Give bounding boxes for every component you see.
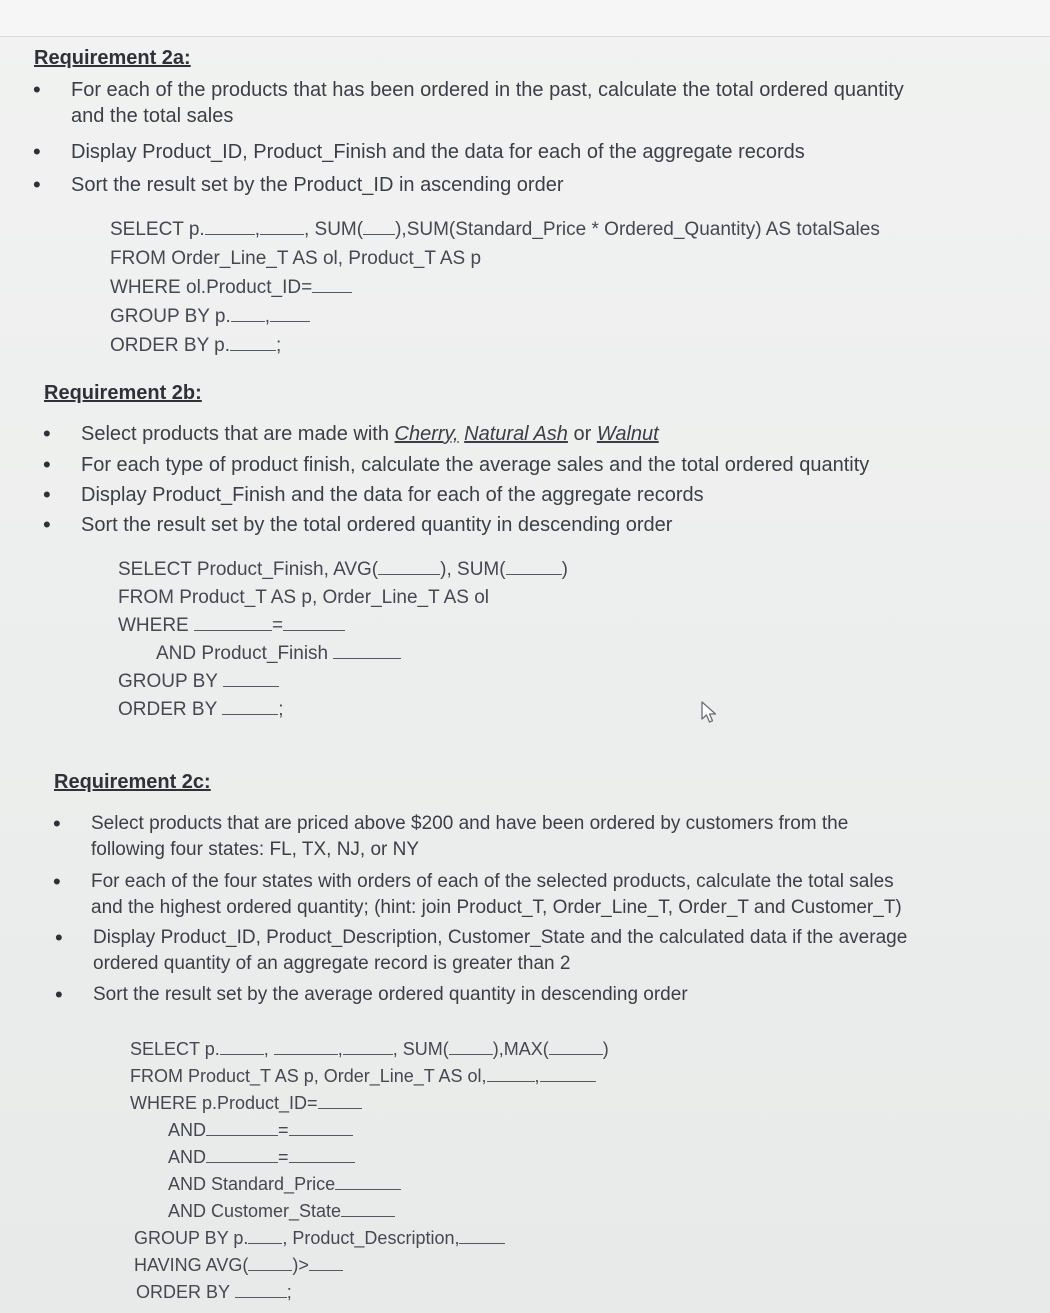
blank-field[interactable] <box>289 1148 355 1163</box>
blank-field[interactable] <box>318 1094 362 1109</box>
code-text: ), SUM( <box>440 559 506 580</box>
mouse-pointer-icon <box>700 700 720 724</box>
list-item <box>43 421 659 447</box>
code-line <box>130 1090 609 1117</box>
finish-natural-ash: Natural Ash <box>464 423 568 445</box>
blank-field[interactable] <box>449 1040 493 1055</box>
sql-template-2b <box>118 556 568 724</box>
blank-field[interactable] <box>283 616 345 631</box>
code-text: , <box>337 1039 343 1059</box>
code-text: FROM Product_T AS p, Order_Line_T AS ol, <box>130 1066 487 1086</box>
code-text: WHERE ol.Product_ID= <box>110 277 313 298</box>
bullet-text-part: Select products that are made with <box>81 423 395 445</box>
bullet-text-cont: following four states: FL, TX, NJ, or NY <box>91 839 420 860</box>
bullet-dot: • <box>43 421 51 446</box>
code-text: , SUM( <box>303 219 364 240</box>
blank-field[interactable] <box>540 1067 596 1082</box>
code-text: FROM Product_T AS p, Order_Line_T AS ol <box>118 587 490 608</box>
bullet-text-cont: ordered quantity of an aggregate record is greater than 2 <box>93 953 571 974</box>
code-text: ; <box>276 335 282 356</box>
finish-cherry: Cherry, <box>394 423 459 445</box>
code-line <box>110 331 880 360</box>
code-text: SELECT p. <box>110 219 205 240</box>
bullet-text: Display Product_Finish and the data for each of the aggregate records <box>81 484 704 506</box>
code-line <box>110 215 880 244</box>
blank-field[interactable] <box>487 1067 535 1082</box>
blank-field[interactable] <box>274 1040 338 1055</box>
bullet-dot: • <box>53 869 61 894</box>
code-text: WHERE <box>118 615 189 636</box>
code-line <box>130 1198 609 1225</box>
blank-field[interactable] <box>341 1202 395 1217</box>
blank-field[interactable] <box>223 672 279 687</box>
blank-field[interactable] <box>222 700 278 715</box>
code-text: GROUP BY p. <box>110 306 231 327</box>
blank-field[interactable] <box>220 1040 264 1055</box>
code-line <box>118 668 568 696</box>
code-text: GROUP BY p. <box>134 1228 249 1248</box>
list-item <box>43 512 673 538</box>
bullet-text-cont: and the highest ordered quantity; (hint: join Product_T, Order_Line_T, Order_T and Customer_T) <box>91 897 902 918</box>
code-line <box>118 584 568 612</box>
code-line <box>130 1171 609 1198</box>
list-item <box>33 139 805 165</box>
list-item <box>33 77 904 129</box>
code-text: GROUP BY <box>118 671 218 692</box>
code-line <box>130 1144 609 1171</box>
bullet-text: For each of the products that has been ordered in the past, calculate the total ordered quantity <box>71 79 904 101</box>
heading-req-2b: Requirement 2b: <box>44 382 202 404</box>
code-line <box>110 273 880 302</box>
bullet-text: Display Product_ID, Product_Finish and the data for each of the aggregate records <box>71 141 805 163</box>
code-line <box>130 1252 609 1279</box>
code-line <box>118 556 568 584</box>
blank-field[interactable] <box>194 616 272 631</box>
code-text: ORDER BY <box>136 1282 230 1302</box>
bullet-dot: • <box>43 452 51 477</box>
blank-field[interactable] <box>335 1175 401 1190</box>
bullet-dot: • <box>55 925 63 950</box>
blank-field[interactable] <box>309 1256 343 1271</box>
code-text: ; <box>286 1282 292 1302</box>
code-text: , <box>263 1039 269 1059</box>
code-text: FROM Order_Line_T AS ol, Product_T AS p <box>110 248 482 269</box>
bullet-text: Sort the result set by the total ordered quantity in descending order <box>81 514 673 536</box>
bullet-text-part: or <box>567 423 597 445</box>
code-text: ) <box>602 1039 609 1059</box>
code-text: SELECT p. <box>130 1039 220 1059</box>
bullet-dot: • <box>43 482 51 507</box>
code-line <box>118 612 568 640</box>
blank-field[interactable] <box>506 560 562 575</box>
code-text: , <box>264 306 271 327</box>
list-item <box>55 925 908 977</box>
heading-req-2c: Requirement 2c: <box>54 771 211 793</box>
code-text: AND <box>168 1120 207 1140</box>
list-item <box>43 482 704 508</box>
list-item <box>53 869 902 921</box>
bullet-dot: • <box>53 811 61 836</box>
blank-field[interactable] <box>248 1229 282 1244</box>
bullet-dot: • <box>33 139 41 164</box>
list-item <box>53 811 849 863</box>
blank-field[interactable] <box>230 336 276 351</box>
list-item <box>55 982 688 1008</box>
code-text: AND Product_Finish <box>156 643 329 664</box>
list-item <box>33 172 564 198</box>
code-line <box>118 696 568 724</box>
heading-req-2a: Requirement 2a: <box>34 47 191 69</box>
bullet-text: Sort the result set by the average ordered quantity in descending order <box>93 984 688 1005</box>
bullet-text: For each of the four states with orders of each of the selected products, calculate the total sales <box>91 871 894 892</box>
bullet-dot: • <box>55 982 63 1007</box>
code-line <box>110 244 880 273</box>
code-text: ) <box>561 559 568 580</box>
code-text: ),MAX( <box>492 1039 549 1059</box>
code-text: ; <box>278 699 284 720</box>
code-line <box>130 1036 609 1063</box>
code-text: ),SUM(Standard_Price * Ordered_Quantity) AS totalSales <box>395 219 880 240</box>
bullet-text-cont: and the total sales <box>71 105 234 127</box>
code-line <box>130 1225 609 1252</box>
blank-field[interactable] <box>260 220 304 235</box>
blank-field[interactable] <box>206 1121 278 1136</box>
blank-field[interactable] <box>343 1040 393 1055</box>
code-text: AND <box>168 1147 207 1167</box>
code-text: HAVING AVG( <box>134 1255 249 1275</box>
code-text: , Product_Description, <box>282 1228 460 1248</box>
finish-walnut: Walnut <box>596 423 659 445</box>
code-text: = <box>278 1147 289 1167</box>
blank-field[interactable] <box>333 644 401 659</box>
code-line <box>118 640 568 668</box>
bullet-text: For each type of product finish, calculate the average sales and the total ordered quantity <box>81 454 870 476</box>
code-text: ORDER BY <box>118 699 217 720</box>
code-text: = <box>278 1120 289 1140</box>
bullet-text: Display Product_ID, Product_Description, Customer_State and the calculated data if the average <box>93 927 908 948</box>
blank-field[interactable] <box>549 1040 603 1055</box>
bullet-text <box>81 421 659 447</box>
top-toolbar-strip <box>0 0 1050 37</box>
blank-field[interactable] <box>459 1229 505 1244</box>
code-text: SELECT Product_Finish, AVG( <box>118 559 379 580</box>
blank-field[interactable] <box>289 1121 353 1136</box>
code-text: ORDER BY p. <box>110 335 231 356</box>
code-line <box>130 1279 609 1306</box>
bullet-dot: • <box>43 512 51 537</box>
code-text: , <box>534 1066 540 1086</box>
blank-field[interactable] <box>206 1148 278 1163</box>
code-text: WHERE p.Product_ID= <box>130 1093 318 1113</box>
bullet-dot: • <box>33 172 41 197</box>
code-text: , SUM( <box>392 1039 449 1059</box>
sql-template-2c <box>130 1036 609 1306</box>
blank-field[interactable] <box>378 560 440 575</box>
code-text: AND Customer_State <box>168 1201 342 1221</box>
list-item <box>43 452 870 478</box>
bullet-dot: • <box>33 77 41 102</box>
blank-field[interactable] <box>363 220 395 235</box>
blank-field[interactable] <box>231 307 265 322</box>
code-line <box>130 1117 609 1144</box>
code-text: = <box>272 615 284 636</box>
blank-field[interactable] <box>312 278 352 293</box>
blank-field[interactable] <box>248 1256 292 1271</box>
blank-field[interactable] <box>235 1283 287 1298</box>
code-text: AND Standard_Price <box>168 1174 336 1194</box>
code-text: , <box>254 219 260 240</box>
code-text: )> <box>292 1255 309 1275</box>
blank-field[interactable] <box>205 220 255 235</box>
code-line <box>130 1063 609 1090</box>
code-line <box>110 302 880 331</box>
sql-template-2a <box>110 215 880 360</box>
bullet-text: Select products that are priced above $200 and have been ordered by customers from the <box>91 813 849 834</box>
blank-field[interactable] <box>270 307 310 322</box>
bullet-text: Sort the result set by the Product_ID in ascending order <box>71 174 564 196</box>
